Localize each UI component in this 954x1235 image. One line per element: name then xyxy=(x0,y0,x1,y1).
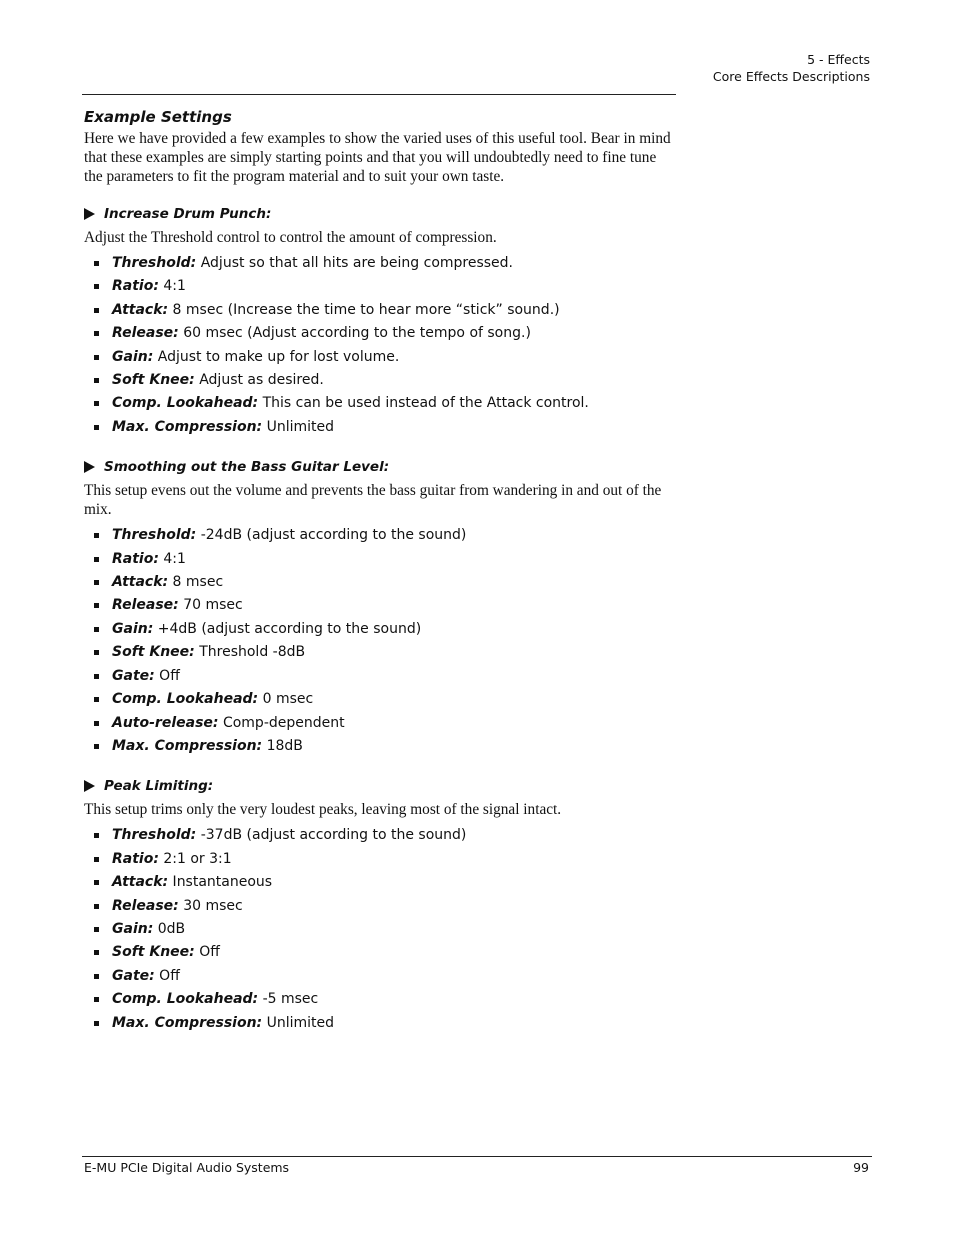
setting-label: Attack: xyxy=(112,301,169,318)
setting-label: Gate: xyxy=(112,967,155,984)
square-bullet-icon xyxy=(94,950,99,955)
list-item xyxy=(84,1012,676,1035)
square-bullet-icon xyxy=(94,401,99,406)
setting-label: Auto-release: xyxy=(112,714,219,731)
list-item xyxy=(84,618,676,641)
settings-section xyxy=(84,777,676,1035)
setting-label: Soft Knee: xyxy=(112,644,195,661)
square-bullet-icon xyxy=(94,261,99,266)
list-item xyxy=(84,895,676,918)
list-item xyxy=(84,346,676,369)
list-item xyxy=(84,392,676,415)
setting-label: Release: xyxy=(112,325,179,342)
section-heading xyxy=(84,777,676,795)
square-bullet-icon xyxy=(94,697,99,702)
square-bullet-icon xyxy=(94,580,99,585)
square-bullet-icon xyxy=(94,904,99,909)
setting-value: 8 msec (Increase the time to hear more “stick” sound.) xyxy=(168,301,560,318)
setting-value: Adjust to make up for lost volume. xyxy=(153,348,400,365)
setting-value: 4:1 xyxy=(158,278,186,295)
setting-value: 18dB xyxy=(262,737,303,754)
square-bullet-icon xyxy=(94,308,99,313)
setting-value: 4:1 xyxy=(158,550,186,567)
setting-value: Off xyxy=(154,967,180,984)
square-bullet-icon xyxy=(94,1021,99,1026)
list-item xyxy=(84,848,676,871)
settings-list xyxy=(84,824,676,1035)
list-item xyxy=(84,965,676,988)
setting-value: -37dB (adjust according to the sound) xyxy=(196,827,467,844)
setting-label: Comp. Lookahead: xyxy=(112,691,259,708)
setting-label: Release: xyxy=(112,897,179,914)
square-bullet-icon xyxy=(94,674,99,679)
setting-label: Gain: xyxy=(112,620,154,637)
list-item xyxy=(84,369,676,392)
list-item xyxy=(84,641,676,664)
footer-rule xyxy=(82,1156,872,1157)
square-bullet-icon xyxy=(94,284,99,289)
setting-value: 2:1 or 3:1 xyxy=(158,850,232,867)
footer-title: E-MU PCIe Digital Audio Systems xyxy=(84,1160,290,1175)
setting-label: Gain: xyxy=(112,920,154,937)
list-item xyxy=(84,299,676,322)
setting-label: Gain: xyxy=(112,348,154,365)
setting-label: Gate: xyxy=(112,667,155,684)
section-heading xyxy=(84,458,676,476)
setting-label: Threshold: xyxy=(112,255,197,271)
setting-label: Max. Compression: xyxy=(112,1014,263,1031)
square-bullet-icon xyxy=(94,857,99,862)
section-heading-text: Peak Limiting: xyxy=(104,778,214,795)
list-item xyxy=(84,416,676,439)
header-chapter: 5 - Effects xyxy=(807,52,870,67)
square-bullet-icon xyxy=(94,974,99,979)
setting-value: 8 msec xyxy=(168,574,224,591)
triangle-arrow-icon xyxy=(84,461,95,473)
setting-label: Attack: xyxy=(112,874,169,891)
setting-value: -5 msec xyxy=(258,991,319,1008)
square-bullet-icon xyxy=(94,997,99,1002)
setting-label: Threshold: xyxy=(112,527,197,544)
setting-value: Off xyxy=(154,667,180,684)
sections-container xyxy=(84,205,676,1035)
setting-value: Unlimited xyxy=(262,1014,335,1031)
list-item xyxy=(84,941,676,964)
list-item xyxy=(84,688,676,711)
setting-label: Ratio: xyxy=(112,278,159,295)
setting-label: Comp. Lookahead: xyxy=(112,395,259,412)
main-content xyxy=(84,107,676,1035)
setting-label: Max. Compression: xyxy=(112,737,263,754)
square-bullet-icon xyxy=(94,425,99,430)
triangle-arrow-icon xyxy=(84,780,95,792)
setting-value: 0 msec xyxy=(258,691,314,708)
setting-value: Threshold -8dB xyxy=(194,644,306,661)
setting-value: 60 msec (Adjust according to the tempo of song.) xyxy=(178,325,531,342)
square-bullet-icon xyxy=(94,378,99,383)
square-bullet-icon xyxy=(94,331,99,336)
setting-value: +4dB (adjust according to the sound) xyxy=(153,620,422,637)
list-item xyxy=(84,665,676,688)
list-item xyxy=(84,824,676,847)
setting-value: Adjust so that all hits are being compressed. xyxy=(196,255,514,271)
list-item xyxy=(84,918,676,941)
setting-value: Instantaneous xyxy=(168,874,273,891)
header-section: Core Effects Descriptions xyxy=(712,69,870,84)
section-description: This setup evens out the volume and prevents the bass guitar from wandering in and out of the mix. xyxy=(84,482,662,519)
list-item xyxy=(84,524,676,547)
section-heading-text: Smoothing out the Bass Guitar Level: xyxy=(104,459,390,476)
section-description: Adjust the Threshold control to control the amount of compression. xyxy=(84,229,497,246)
running-header xyxy=(713,51,870,85)
setting-label: Ratio: xyxy=(112,550,159,567)
square-bullet-icon xyxy=(94,603,99,608)
list-item xyxy=(84,712,676,735)
setting-label: Attack: xyxy=(112,574,169,591)
setting-label: Threshold: xyxy=(112,827,197,844)
list-item xyxy=(84,988,676,1011)
setting-value: -24dB (adjust according to the sound) xyxy=(196,527,467,544)
setting-value: Unlimited xyxy=(262,418,335,435)
list-item xyxy=(84,571,676,594)
setting-value: Adjust as desired. xyxy=(194,372,324,389)
list-item xyxy=(84,322,676,345)
setting-value: Comp-dependent xyxy=(218,714,345,731)
setting-value: 70 msec xyxy=(178,597,243,614)
header-rule xyxy=(82,94,676,95)
square-bullet-icon xyxy=(94,744,99,749)
list-item xyxy=(84,548,676,571)
square-bullet-icon xyxy=(94,627,99,632)
square-bullet-icon xyxy=(94,880,99,885)
settings-list xyxy=(84,252,676,439)
settings-section xyxy=(84,205,676,439)
settings-section xyxy=(84,458,676,758)
list-item xyxy=(84,594,676,617)
settings-list xyxy=(84,524,676,758)
setting-value: Off xyxy=(194,944,220,961)
section-heading xyxy=(84,205,676,223)
list-item xyxy=(84,735,676,758)
setting-label: Ratio: xyxy=(112,850,159,867)
page-number: 99 xyxy=(853,1160,869,1175)
setting-label: Release: xyxy=(112,597,179,614)
square-bullet-icon xyxy=(94,355,99,360)
intro-paragraph: Here we have provided a few examples to show the varied uses of this useful tool. Bear in mind that these examples are simply starting points and that you will undoubtedly need to fine tune the parameters to fit the program material and to suit your own taste. xyxy=(84,130,671,185)
square-bullet-icon xyxy=(94,927,99,932)
setting-value: This can be used instead of the Attack control. xyxy=(258,395,589,412)
list-item xyxy=(84,252,676,275)
section-description: This setup trims only the very loudest peaks, leaving most of the signal intact. xyxy=(84,801,562,819)
setting-value: 0dB xyxy=(153,920,186,937)
section-heading-text: Increase Drum Punch: xyxy=(104,206,272,222)
square-bullet-icon xyxy=(94,833,99,838)
square-bullet-icon xyxy=(94,533,99,538)
square-bullet-icon xyxy=(94,721,99,726)
setting-label: Soft Knee: xyxy=(112,372,195,389)
setting-label: Max. Compression: xyxy=(112,418,263,435)
page-title: Example Settings xyxy=(84,108,232,126)
square-bullet-icon xyxy=(94,557,99,562)
list-item xyxy=(84,275,676,298)
setting-value: 30 msec xyxy=(178,897,243,914)
setting-label: Comp. Lookahead: xyxy=(112,991,259,1008)
list-item xyxy=(84,871,676,894)
setting-label: Soft Knee: xyxy=(112,944,195,961)
square-bullet-icon xyxy=(94,650,99,655)
triangle-arrow-icon xyxy=(84,208,95,220)
